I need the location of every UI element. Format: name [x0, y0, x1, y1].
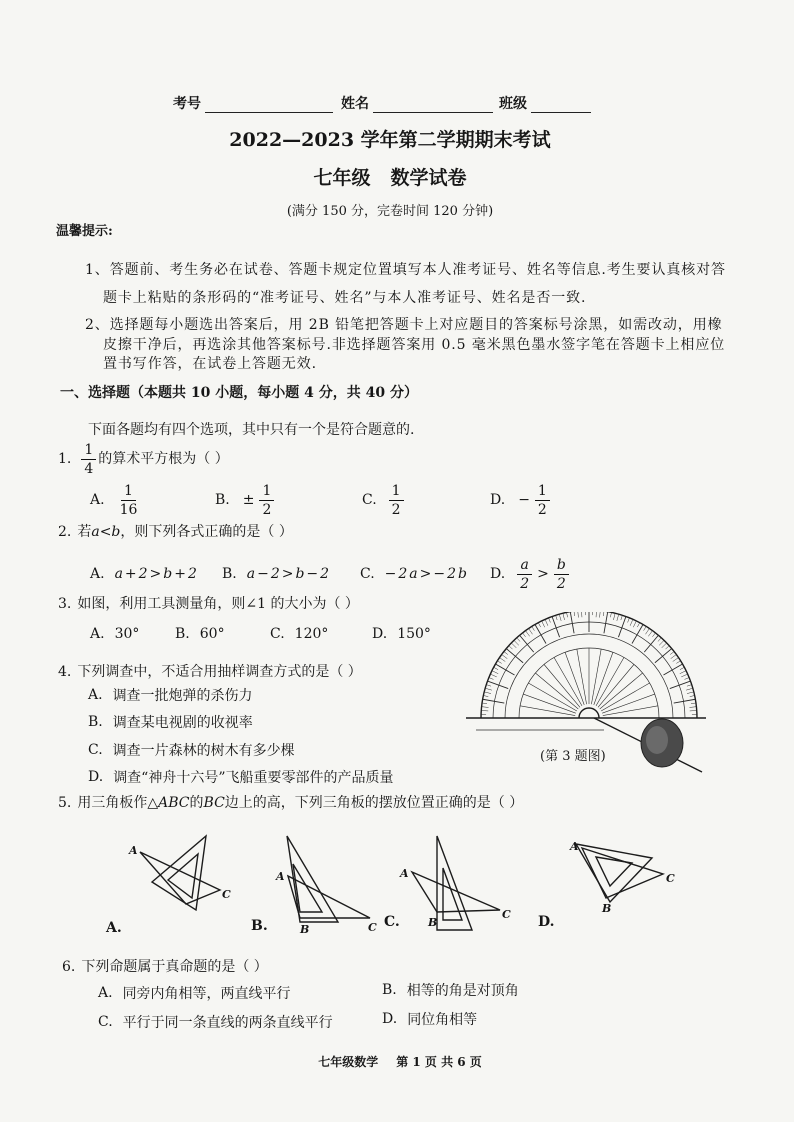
option-label: D.	[372, 626, 388, 642]
tip-2-line-1: 2、选择题每小题选出答案后，用 2B 铅笔把答题卡上对应题目的答案标号涂黑，如需改动，用橡	[85, 317, 723, 333]
fraction-numerator: a	[517, 558, 531, 575]
point-label-c: C	[666, 872, 675, 885]
protractor-tick	[663, 664, 682, 675]
protractor-tick	[637, 623, 639, 627]
triangle-name: ABC	[158, 795, 190, 811]
question-6-stem	[62, 958, 268, 976]
protractor-tick	[529, 628, 533, 634]
option-label: D.	[490, 492, 506, 508]
point-label-b: B	[300, 923, 310, 936]
option-text: 同位角相等	[407, 1012, 478, 1028]
point-label-a: A	[129, 844, 138, 857]
option-label: B.	[222, 566, 237, 582]
fraction-denominator: 16	[119, 501, 138, 518]
point-label-a: A	[570, 840, 579, 853]
stem-text-pre: 若	[77, 524, 92, 540]
page-footer	[10, 1054, 790, 1070]
protractor-tick	[483, 699, 505, 703]
name-label: 姓名	[341, 96, 369, 112]
fraction-denominator: 2	[520, 575, 530, 592]
option-fraction-right	[554, 558, 569, 591]
protractor-tick	[633, 621, 636, 627]
protractor-tick	[532, 626, 535, 630]
figure-b	[275, 836, 377, 936]
option-label: B.	[215, 492, 230, 508]
question-3-stem	[58, 595, 359, 613]
option-fraction	[535, 484, 550, 517]
question-1-stem	[58, 442, 229, 476]
question-4-option-a	[88, 686, 253, 704]
class-label: 班级	[499, 96, 527, 112]
point-label-a: A	[400, 867, 409, 880]
protractor-tick	[483, 696, 488, 697]
protractor-tick	[652, 633, 655, 637]
option-fraction-left	[517, 558, 532, 591]
protractor-tick	[617, 614, 619, 621]
question-2-stem	[58, 523, 293, 541]
option-text: 平行于同一条直线的两条直线平行	[122, 1015, 333, 1031]
greater-than-sign: >	[537, 566, 549, 582]
exam-subtitle	[0, 166, 780, 190]
question-3-option-a	[90, 625, 139, 643]
fraction-denominator: 2	[556, 575, 566, 592]
question-6-option-c	[98, 1013, 333, 1031]
question-5-figures	[100, 830, 700, 940]
option-label: B.	[88, 714, 103, 730]
option-label: B.	[175, 626, 190, 642]
protractor-tick	[578, 612, 579, 618]
plus-minus-sign: ±	[242, 492, 255, 508]
option-label: B.	[382, 982, 397, 998]
protractor-tick	[591, 649, 601, 704]
name-blank	[373, 96, 493, 113]
fraction-denominator: 2	[537, 501, 547, 518]
fraction-numerator: 1	[81, 443, 96, 460]
protractor-tick	[673, 658, 679, 662]
protractor-tick	[567, 612, 568, 617]
stem-text: 下列命题属于真命题的是（ ）	[81, 959, 268, 975]
protractor-tick	[671, 655, 677, 659]
protractor-tick	[509, 646, 513, 649]
question-5-stem	[58, 794, 523, 812]
protractor-tick	[680, 671, 686, 674]
question-1-option-d	[490, 482, 552, 518]
fraction-numerator: 1	[535, 484, 550, 501]
point-label-b: B	[428, 916, 438, 929]
protractor-tick	[689, 707, 696, 708]
protractor-tick	[494, 667, 498, 669]
question-6-option-a	[98, 984, 291, 1002]
candidate-info-line	[173, 95, 595, 113]
protractor-tick	[632, 624, 643, 643]
point-label-a: A	[276, 870, 285, 883]
protractor-tick	[497, 661, 501, 664]
protractor-tick	[563, 613, 565, 620]
tip-2-line-2: 皮擦干净后，再选涂其他答案标号.非选择题答案用 0.5 毫米黑色墨水签字笔在答题卡上相应位	[103, 337, 726, 353]
protractor-tick	[556, 615, 558, 620]
fraction-numerator: 1	[259, 484, 274, 501]
protractor-tick	[658, 638, 661, 642]
protractor-tick	[559, 614, 561, 621]
option-label: A.	[90, 626, 105, 642]
point-label-b: B	[602, 902, 612, 915]
protractor-tick	[489, 678, 494, 680]
question-number: 6.	[62, 959, 76, 975]
protractor-tick	[538, 623, 540, 627]
protractor-tick	[681, 674, 687, 677]
protractor-ticks	[481, 612, 697, 718]
protractor-tick	[577, 649, 587, 704]
fraction-numerator: 1	[389, 484, 404, 501]
option-expression: a−2>b−2	[246, 566, 332, 582]
set-square	[437, 836, 472, 930]
option-label: C.	[88, 742, 103, 758]
protractor-tick	[482, 703, 487, 704]
protractor-tick	[523, 633, 526, 637]
stem-text-pre: 用三角板作△	[77, 795, 159, 811]
protractor-tick	[526, 631, 530, 637]
protractor-tick	[499, 658, 505, 662]
question-number: 1.	[58, 451, 72, 467]
question-1-option-b	[215, 482, 276, 518]
subject-label: 数学试卷	[390, 167, 467, 189]
exam-info: (满分 150 分，完卷时间 120 分钟)	[286, 204, 494, 219]
protractor-tick	[520, 706, 575, 716]
exam-number-label: 考号	[173, 96, 201, 112]
protractor-tick	[486, 685, 491, 687]
protractor-tick	[659, 640, 664, 645]
protractor-tick	[495, 664, 514, 675]
protractor-tick	[603, 706, 658, 716]
protractor-tick	[630, 619, 633, 625]
protractor-tick	[504, 652, 508, 655]
stem-text: 的算术平方根为（ ）	[98, 451, 229, 467]
protractor-tick	[485, 688, 492, 690]
protractor-tick	[687, 692, 694, 694]
option-text: 120°	[294, 626, 329, 642]
question-2-option-d	[490, 554, 571, 594]
set-square-cutout	[596, 857, 632, 886]
footer-page-number: 第 1 页 共 6 页	[396, 1055, 482, 1069]
section-heading: 一、选择题（本题共 10 小题，每小题 4 分，共 40 分）	[60, 385, 418, 401]
protractor-tick	[621, 615, 623, 620]
protractor-tick	[676, 661, 680, 664]
tip-2-line-3: 置书写作答，在试卷上答题无效.	[103, 356, 317, 372]
protractor-tick	[514, 640, 519, 645]
point-label-c: C	[368, 921, 377, 934]
exam-title: 2022—2023 学年第二学期期末考试	[229, 129, 551, 151]
option-fraction	[259, 484, 274, 517]
set-square	[576, 844, 652, 902]
question-1-option-a	[90, 482, 142, 518]
protractor-tick	[492, 671, 498, 674]
option-label: C.	[360, 566, 375, 582]
grade-label: 七年级	[313, 167, 371, 189]
option-expression: a+2>b+2	[114, 566, 199, 582]
exam-number-blank	[205, 96, 333, 113]
fraction-denominator: 2	[262, 501, 272, 518]
option-label: A.	[90, 492, 105, 508]
question-number: 4.	[58, 664, 72, 680]
protractor-tick	[594, 652, 613, 705]
protractor-tick	[482, 707, 489, 708]
protractor-tick	[690, 696, 695, 697]
protractor-tick	[490, 674, 496, 677]
protractor-tick	[574, 612, 575, 616]
stem-fraction	[81, 443, 96, 476]
option-text: 调查某电视剧的收视率	[112, 715, 253, 731]
fraction-numerator: 1	[121, 484, 136, 501]
question-2-option-a	[90, 556, 199, 592]
protractor-tick	[570, 612, 574, 633]
protractor-tick	[565, 652, 584, 705]
section-intro: 下面各题均有四个选项，其中只有一个是符合题意的.	[88, 422, 415, 438]
protractor-tick	[684, 678, 689, 680]
stem-text-post: 边上的高，下列三角板的摆放位置正确的是（ ）	[224, 795, 524, 811]
question-4-stem	[58, 663, 362, 681]
fraction-denominator: 2	[391, 501, 401, 518]
question-number: 2.	[58, 524, 72, 540]
minus-sign: −	[518, 492, 530, 508]
figure-option-d-label: D.	[538, 914, 555, 930]
question-number: 5.	[58, 795, 72, 811]
protractor-tick	[604, 612, 608, 633]
stem-text-mid: 的	[189, 795, 204, 811]
figure-option-b-label: B.	[251, 918, 268, 934]
option-text: 30°	[114, 626, 140, 642]
protractor-tick	[670, 652, 674, 655]
point-label-c: C	[222, 888, 231, 901]
protractor-tick	[603, 612, 604, 616]
protractor-tick	[610, 612, 611, 617]
figure-3-caption: (第 3 题图)	[540, 749, 606, 764]
option-text: 同旁内角相等，两直线平行	[122, 986, 291, 1002]
stem-text: 如图，利用工具测量角，则∠1 的大小为（ ）	[77, 596, 359, 612]
figure-option-a-label: A.	[106, 920, 122, 936]
protractor-tick	[542, 621, 545, 627]
option-fraction	[389, 484, 404, 517]
protractor-tick	[686, 688, 693, 690]
option-text: 调查一片森林的树木有多少棵	[112, 743, 295, 759]
protractor-tick	[666, 646, 670, 649]
option-fraction	[117, 484, 141, 517]
protractor-tick	[644, 626, 647, 630]
question-6-option-b	[382, 981, 519, 999]
protractor-tick	[687, 685, 692, 687]
protractor-tick	[523, 694, 576, 713]
stem-math: a<b	[91, 524, 121, 540]
figure-d	[569, 840, 675, 915]
footer-subject: 七年级数学	[318, 1055, 379, 1069]
figure-c	[399, 836, 511, 930]
stem-text-post: ，则下列各式正确的是（ ）	[120, 524, 293, 540]
protractor-tick	[680, 667, 684, 669]
set-square-cutout	[168, 854, 198, 898]
point-label-c: C	[502, 908, 511, 921]
option-label: D.	[382, 1011, 398, 1027]
option-expression: −2a>−2b	[384, 566, 469, 582]
question-4-option-c	[88, 741, 295, 759]
figure-option-c-label: C.	[384, 914, 400, 930]
protractor-tick	[511, 643, 516, 648]
option-label: A.	[90, 566, 105, 582]
question-3-option-d	[372, 625, 431, 643]
question-2-option-c	[360, 556, 469, 592]
protractor-tick	[645, 628, 649, 634]
question-6-option-d	[382, 1010, 477, 1028]
protractor-tick	[600, 612, 601, 618]
protractor-tick	[662, 643, 667, 648]
question-4-option-d	[88, 768, 394, 786]
protractor-tick	[613, 613, 615, 620]
protractor-tick	[484, 692, 491, 694]
option-label: C.	[270, 626, 285, 642]
fraction-numerator: b	[554, 558, 569, 575]
protractor-tick	[549, 618, 551, 623]
protractor-tick	[691, 703, 696, 704]
figure-a	[128, 836, 231, 910]
tip-1-line-2: 题卡上粘贴的条形码的“准考证号、姓名”与本人准考证号、姓名是否一致.	[103, 290, 587, 306]
protractor-tick	[648, 631, 652, 637]
question-3-option-c	[270, 625, 328, 643]
set-square	[152, 836, 206, 910]
stem-text: 下列调查中，不适合用抽样调查方式的是（ ）	[77, 664, 362, 680]
option-label: A.	[98, 985, 113, 1001]
question-1-option-c	[362, 482, 406, 518]
protractor-tick	[517, 638, 520, 642]
option-text: 150°	[397, 626, 431, 642]
protractor-tick	[674, 699, 696, 703]
question-3-option-b	[175, 625, 225, 643]
option-text: 60°	[199, 626, 225, 642]
fraction-denominator: 4	[84, 460, 94, 477]
protractor-tick	[535, 624, 546, 643]
triangle-abc	[140, 852, 220, 904]
protractor-tick	[545, 619, 548, 625]
question-2-option-b	[222, 556, 331, 592]
protractor-tick	[628, 618, 630, 623]
option-label: C.	[362, 492, 377, 508]
option-label: A.	[88, 687, 103, 703]
question-4-option-b	[88, 713, 253, 731]
question-number: 3.	[58, 596, 72, 612]
protractor-tick	[602, 694, 655, 713]
option-text: 相等的角是对顶角	[406, 983, 519, 999]
class-blank	[531, 96, 591, 113]
option-text: 调查“神舟十六号”飞船重要零部件的产品质量	[113, 770, 394, 786]
tip-1-line-1: 1、答题前、考生务必在试卷、答题卡规定位置填写本人准考证号、姓名等信息.考生要认真核对答	[85, 262, 726, 278]
option-label: D.	[490, 566, 506, 582]
measuring-tool-knob-highlight	[646, 726, 668, 754]
triangle-abc	[412, 872, 500, 912]
option-label: C.	[98, 1014, 113, 1030]
option-text: 调查一批炮弹的杀伤力	[112, 688, 253, 704]
protractor-vertex-mark	[579, 708, 599, 718]
option-label: D.	[88, 769, 104, 785]
tips-heading: 温馨提示:	[56, 224, 113, 239]
protractor-tick	[502, 655, 508, 659]
side-name: BC	[203, 795, 225, 811]
